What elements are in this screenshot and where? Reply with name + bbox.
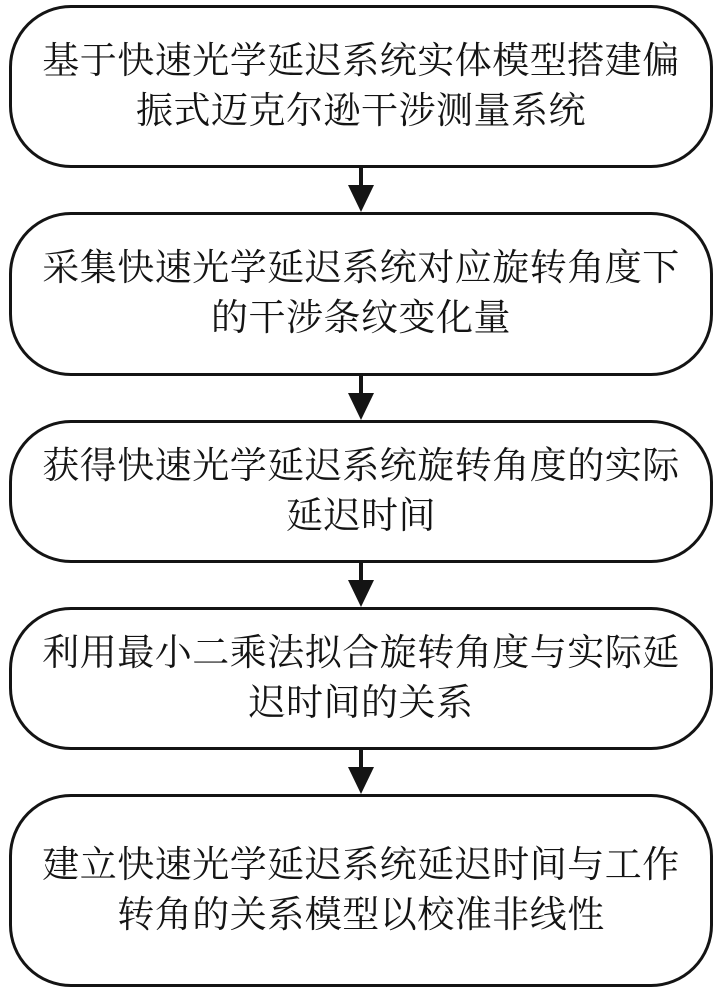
arrow-shaft	[359, 563, 363, 580]
flow-step-1-text-line2: 振式迈克尔逊干涉测量系统	[136, 90, 586, 132]
arrow-head	[348, 393, 374, 420]
flow-step-3	[9, 420, 713, 563]
arrow-head	[348, 767, 374, 794]
flow-step-4	[9, 607, 713, 750]
flow-step-2-text-line2: 的干涉条纹变化量	[211, 298, 511, 339]
flow-step-1-text-line1: 基于快速光学延迟系统实体模型搭建偏	[42, 40, 680, 82]
arrow-shaft	[359, 376, 363, 393]
flow-step-1	[9, 5, 713, 168]
flow-step-5-text-line2: 转角的关系模型以校准非线性	[117, 894, 605, 936]
flow-step-3-text-line2: 延迟时间	[286, 495, 436, 537]
flow-step-5-text-line1: 建立快速光学延迟系统延迟时间与工作	[42, 844, 680, 886]
down-arrow-icon	[348, 168, 374, 212]
arrow-head	[348, 580, 374, 607]
flow-step-3-text-line1: 获得快速光学延迟系统旋转角度的实际	[42, 445, 680, 487]
flow-step-2	[9, 212, 713, 376]
down-arrow-icon	[348, 563, 374, 607]
down-arrow-icon	[348, 750, 374, 794]
flow-step-4-text-line1: 利用最小二乘法拟合旋转角度与实际延	[42, 632, 680, 674]
flow-step-5	[9, 794, 713, 987]
arrow-shaft	[359, 750, 363, 767]
arrow-head	[348, 185, 374, 212]
arrow-shaft	[359, 168, 363, 185]
flow-step-4-text-line2: 迟时间的关系	[248, 682, 474, 724]
down-arrow-icon	[348, 376, 374, 420]
flow-step-2-text-line1: 采集快速光学延迟系统对应旋转角度下	[42, 248, 680, 289]
